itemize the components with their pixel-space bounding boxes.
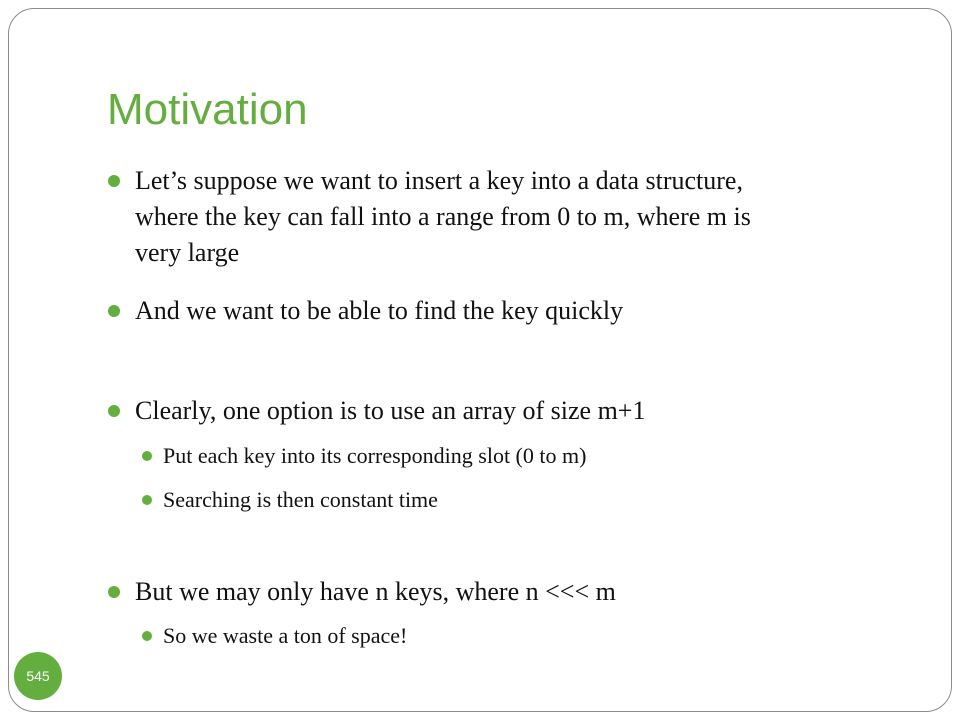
bullet-item bbox=[135, 293, 623, 329]
bullet-dot-icon bbox=[108, 305, 120, 317]
bullet-text: And we want to be able to find the key quickly bbox=[135, 296, 624, 325]
bullet-item bbox=[135, 393, 645, 429]
bullet-text: But we may only have n keys, where n <<< m bbox=[135, 577, 616, 606]
bullet-item bbox=[135, 163, 751, 271]
bullet-text-line: very large bbox=[135, 238, 240, 267]
page-number-badge: 545 bbox=[14, 652, 62, 700]
sub-bullet-item bbox=[163, 441, 586, 471]
sub-bullet-dot-icon bbox=[142, 451, 152, 461]
bullet-text: Clearly, one option is to use an array of size m+1 bbox=[135, 396, 646, 425]
slide-title: Motivation bbox=[107, 85, 308, 134]
sub-bullet-text: Searching is then constant time bbox=[163, 487, 438, 512]
bullet-text-line: Let’s suppose we want to insert a key into a data structure, bbox=[135, 166, 743, 195]
sub-bullet-text: Put each key into its corresponding slot (0 to m) bbox=[163, 443, 587, 468]
sub-bullet-item bbox=[163, 485, 438, 515]
bullet-item bbox=[135, 574, 616, 610]
sub-bullet-dot-icon bbox=[142, 631, 152, 641]
bullet-dot-icon bbox=[108, 405, 120, 417]
sub-bullet-text: So we waste a ton of space! bbox=[163, 623, 408, 648]
sub-bullet-item bbox=[163, 621, 407, 651]
bullet-text-line: where the key can fall into a range from 0 to m, where m is bbox=[135, 202, 751, 231]
sub-bullet-dot-icon bbox=[142, 495, 152, 505]
bullet-dot-icon bbox=[108, 175, 120, 187]
bullet-dot-icon bbox=[108, 586, 120, 598]
